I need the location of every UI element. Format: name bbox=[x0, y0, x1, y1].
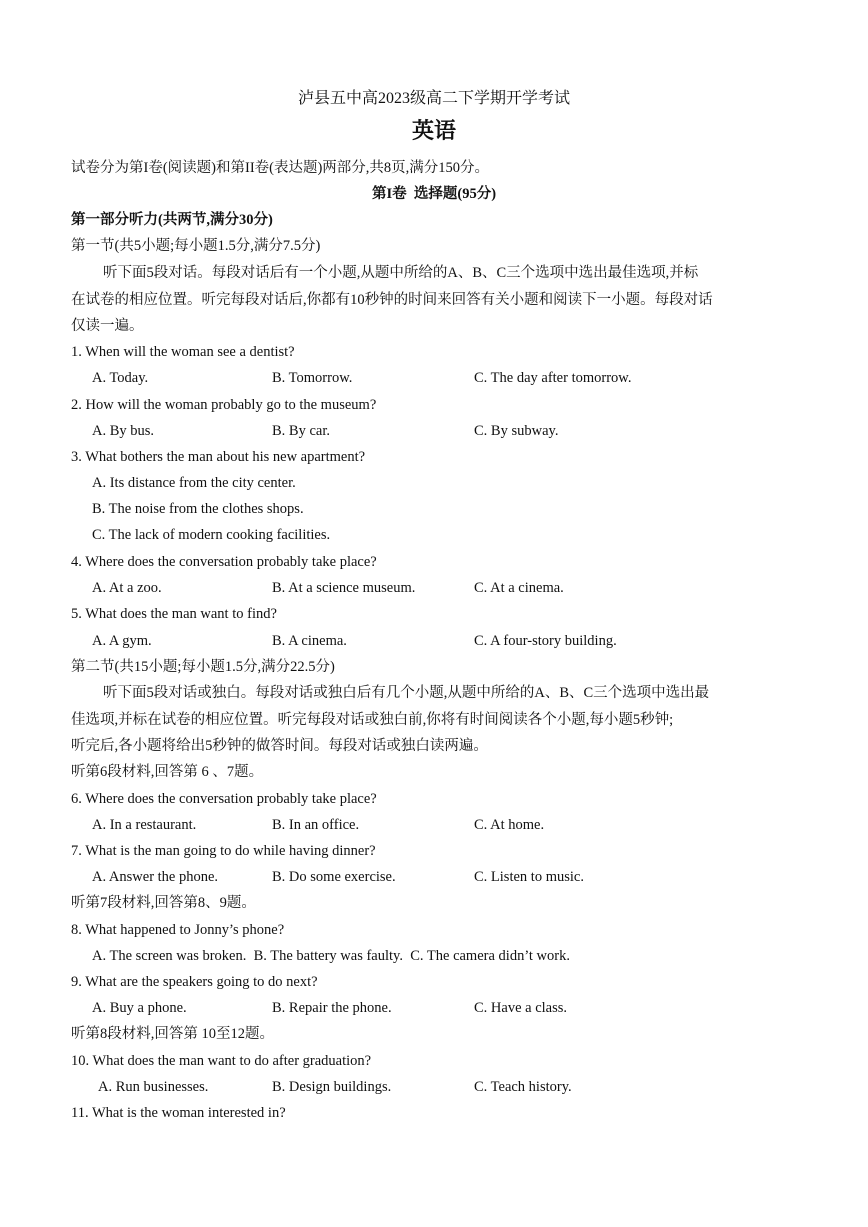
subject-title: 英语 bbox=[411, 118, 456, 143]
option-a: A. Today. bbox=[92, 370, 149, 386]
option-c: C. Teach history. bbox=[474, 1079, 572, 1095]
exam-intro: 试卷分为第I卷(阅读题)和第II卷(表达题)两部分,共8页,满分150分。 bbox=[71, 160, 490, 176]
option-c: C. Listen to music. bbox=[474, 869, 584, 885]
option-b: B. A cinema. bbox=[272, 633, 347, 649]
question-4: 4. Where does the conversation probably take place? bbox=[71, 554, 377, 570]
question-2: 2. How will the woman probably go to the museum? bbox=[71, 397, 377, 413]
question-10-options bbox=[0, 1077, 868, 1097]
option-a: A. Buy a phone. bbox=[92, 1000, 187, 1016]
volume-heading: 第I卷 选择题(95分) bbox=[371, 186, 497, 202]
question-2-options bbox=[0, 421, 868, 441]
option-b: B. At a science museum. bbox=[272, 580, 416, 596]
option-b: B. Do some exercise. bbox=[272, 869, 396, 885]
option-c: C. At home. bbox=[474, 817, 545, 833]
option-c: C. The lack of modern cooking facilities. bbox=[92, 527, 331, 543]
option-a: A. At a zoo. bbox=[92, 580, 162, 596]
question-5-options bbox=[0, 631, 868, 651]
option-a: A. In a restaurant. bbox=[92, 817, 197, 833]
question-9-options bbox=[0, 998, 868, 1018]
option-a: A. By bus. bbox=[92, 423, 155, 439]
option-c: C. By subway. bbox=[474, 423, 559, 439]
option-a: A. Its distance from the city center. bbox=[92, 475, 296, 491]
option-c: C. A four-story building. bbox=[474, 633, 617, 649]
question-11: 11. What is the woman interested in? bbox=[71, 1105, 286, 1121]
question-7-options bbox=[0, 867, 868, 887]
question-8-options: A. The screen was broken. B. The battery was faulty. C. The camera didn’t work. bbox=[92, 948, 570, 964]
option-c: C. Have a class. bbox=[474, 1000, 568, 1016]
option-b: B. In an office. bbox=[272, 817, 360, 833]
question-6: 6. Where does the conversation probably take place? bbox=[71, 791, 377, 807]
question-1-options bbox=[0, 368, 868, 388]
option-c: C. The day after tomorrow. bbox=[474, 370, 632, 386]
option-a: A. A gym. bbox=[92, 633, 152, 649]
material-6-note: 听第6段材料,回答第 6 、7题。 bbox=[71, 764, 264, 780]
option-c: C. At a cinema. bbox=[474, 580, 564, 596]
section2-heading: 第二节(共15小题;每小题1.5分,满分22.5分) bbox=[71, 659, 335, 675]
option-b: B. Tomorrow. bbox=[272, 370, 353, 386]
section2-instructions-line1: 听下面5段对话或独白。每段对话或独白后有几个小题,从题中所给的A、B、C三个选项中选出最 bbox=[103, 685, 710, 701]
section1-heading: 第一节(共5小题;每小题1.5分,满分7.5分) bbox=[71, 238, 321, 254]
question-1: 1. When will the woman see a dentist? bbox=[71, 344, 295, 360]
option-a: A. Answer the phone. bbox=[92, 869, 219, 885]
section1-instructions-line1: 听下面5段对话。每段对话后有一个小题,从题中所给的A、B、C三个选项中选出最佳选项,并标 bbox=[103, 265, 699, 281]
option-b: B. By car. bbox=[272, 423, 330, 439]
section2-instructions-line2: 佳选项,并标在试卷的相应位置。听完每段对话或独白前,你将有时间阅读各个小题,每小题5秒钟; bbox=[71, 712, 674, 728]
section1-instructions-line3: 仅读一遍。 bbox=[71, 318, 144, 334]
question-7: 7. What is the man going to do while having dinner? bbox=[71, 843, 376, 859]
school-title: 泸县五中高2023级高二下学期开学考试 bbox=[297, 90, 570, 107]
part1-heading: 第一部分听力(共两节,满分30分) bbox=[71, 212, 273, 228]
question-10: 10. What does the man want to do after graduation? bbox=[71, 1053, 372, 1069]
section1-instructions-line2: 在试卷的相应位置。听完每段对话后,你都有10秒钟的时间来回答有关小题和阅读下一小题。每段对话 bbox=[71, 292, 713, 308]
section2-instructions-line3: 听完后,各小题将给出5秒钟的做答时间。每段对话或独白读两遍。 bbox=[71, 738, 488, 754]
question-6-options bbox=[0, 815, 868, 835]
option-b: B. Repair the phone. bbox=[272, 1000, 392, 1016]
option-b: B. Design buildings. bbox=[272, 1079, 392, 1095]
question-3: 3. What bothers the man about his new apartment? bbox=[71, 449, 366, 465]
question-8: 8. What happened to Jonny’s phone? bbox=[71, 922, 285, 938]
material-8-note: 听第8段材料,回答第 10至12题。 bbox=[71, 1026, 274, 1042]
material-7-note: 听第7段材料,回答第8、9题。 bbox=[71, 895, 256, 911]
option-a: A. Run businesses. bbox=[98, 1079, 209, 1095]
question-4-options bbox=[0, 578, 868, 598]
question-9: 9. What are the speakers going to do next? bbox=[71, 974, 318, 990]
question-5: 5. What does the man want to find? bbox=[71, 606, 277, 622]
option-b: B. The noise from the clothes shops. bbox=[92, 501, 304, 517]
